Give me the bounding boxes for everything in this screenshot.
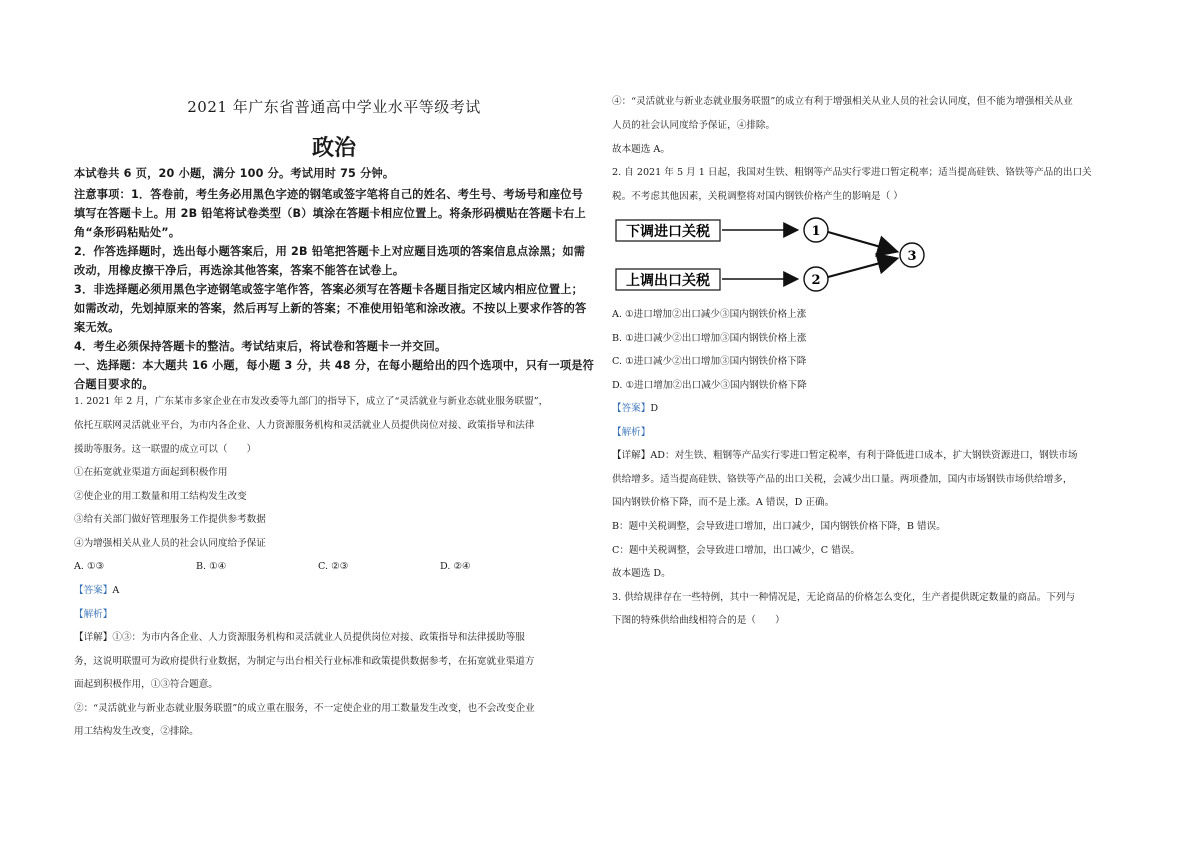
q1-statement: ③给有关部门做好管理服务工作提供参考数据 [74,514,266,525]
q1-answer [74,579,119,603]
q1-statement: ②使企业的用工数量和用工结构发生改变 [74,491,247,502]
q1-stem-line: 依托互联网灵活就业平台，为市内各企业、人力资源服务机构和灵活就业人员提供岗位对接、政策指导和法律 [74,420,535,431]
subject-title: 政治 [311,136,356,161]
q2-option-b: B. ①进口减少②出口增加③国内钢铁价格上涨 [612,333,807,344]
q2-option-d: D. ①进口增加②出口减少③国内钢铁价格下降 [612,380,807,391]
q1-option-d: D. ②④ [440,561,471,572]
q2-stem-line: 税。不考虑其他因素，关税调整将对国内钢铁价格产生的影响是（ ） [612,191,903,202]
detail-text: ①③：为市内各企业、人力资源服务机构和灵活就业人员提供岗位对接、政策指导和法律援助等服 [112,632,525,643]
q2-stem-line: 2. 自 2021 年 5 月 1 日起，我国对生铁、粗钢等产品实行零进口暂定税率；适当提高硅铁、铬铁等产品的出口关 [612,167,1092,178]
answer-value: D [650,403,659,414]
q2-option-c: C. ①进口减少②出口增加③国内钢铁价格下降 [612,356,807,367]
q2-conclusion: 故本题选 D。 [612,568,671,579]
q1-analysis-tag: 【解析】 [74,609,113,620]
q2-detail-line [612,444,1078,468]
flow-arrow [828,232,895,251]
notice-2: 2．作答选择题时，选出每小题答案后，用 2B 铅笔把答题卡上对应题目选项的答案信息点涂黑；如需改动，用橡皮擦干净后，再选涂其他答案，答案不能答在试卷上。 [74,245,586,277]
tariff-flow-diagram [612,210,942,300]
q1-detail-line: 人员的社会认同度给予保证，④排除。 [612,120,776,131]
detail-tag: 【详解】 [74,632,113,643]
q1-detail-line: ④：“灵活就业与新业态就业服务联盟”的成立有利于增强相关从业人员的社会认同度，但不能为增强相关从业 [612,96,1073,107]
flow-box-import-label: 下调进口关税 [626,224,710,240]
q1-detail-line: 用工结构发生改变，②排除。 [74,726,199,737]
answer-tag: 【答案】 [74,585,113,596]
answer-tag: 【答案】 [612,403,651,414]
q2-answer [612,397,658,421]
flow-node-3-label: 3 [907,249,917,264]
notice-3: 3．非选择题必须用黑色字迹钢笔或签字笔作答，答案必须写在答题卡各题目指定区域内相应位置上；如需改动，先划掉原来的答案，然后再写上新的答案；不准使用铅笔和涂改液。不按以上要求作答的答案无效。 [74,283,587,334]
detail-tag: 【详解】 [612,450,651,461]
q1-option-c: C. ②③ [318,561,349,572]
q3-stem-line: 下图的特殊供给曲线相符合的是（ ） [612,615,785,626]
q1-detail-line: ②：“灵活就业与新业态就业服务联盟”的成立重在服务，不一定使企业的用工数量发生改变，也不会改变企业 [74,703,535,714]
q1-detail-line [74,626,525,650]
q1-statement: ④为增强相关从业人员的社会认同度给予保证 [74,538,266,549]
q1-detail-line: 务，这说明联盟可为政府提供行业数据，为制定与出台相关行业标准和政策提供数据参考，在拓宽就业渠道方 [74,656,535,667]
q2-detail-line: 国内钢铁价格下降，而不是上涨。A 错误，D 正确。 [612,497,835,508]
q1-conclusion: 故本题选 A。 [612,144,670,155]
exam-info: 本试卷共 6 页，20 小题，满分 100 分。考试用时 75 分钟。 [74,167,395,180]
flow-arrow [828,259,895,277]
q2-detail-line: B：题中关税调整，会导致进口增加，出口减少，国内钢铁价格下降，B 错误。 [612,521,946,532]
notice-1: 注意事项：1．答卷前，考生务必用黑色字迹的钢笔或签字笔将自己的姓名、考生号、考场号和座位号填写在答题卡上。用 2B 铅笔将试卷类型（B）填涂在答题卡相应位置上。将条形码横贴在答题卡右上角“条形码粘贴处”。 [74,188,586,239]
q1-stem-line: 1. 2021 年 2 月，广东某市多家企业在市发改委等九部门的指导下，成立了“灵活就业与新业态就业服务联盟”， [74,396,549,407]
detail-text: AD：对生铁、粗钢等产品实行零进口暂定税率，有利于降低进口成本，扩大钢铁资源进口，钢铁市场 [650,450,1078,461]
q1-option-a: A. ①③ [74,561,105,572]
q1-detail-line: 面起到积极作用，①③符合题意。 [74,679,218,690]
flow-node-2-label: 2 [811,273,821,288]
q1-option-b: B. ①④ [196,561,227,572]
q1-stem-line: 援助等服务。这一联盟的成立可以（ ） [74,444,257,455]
flow-box-export-label: 上调出口关税 [626,273,710,289]
notice-4: 4．考生必须保持答题卡的整洁。考试结束后，将试卷和答题卡一并交回。 [74,340,447,353]
q2-detail-line: C：题中关税调整，会导致进口增加，出口减少，C 错误。 [612,545,860,556]
q1-statement: ①在拓宽就业渠道方面起到积极作用 [74,467,228,478]
q2-option-a: A. ①进口增加②出口减少③国内钢铁价格上涨 [612,309,807,320]
q2-analysis-tag: 【解析】 [612,427,651,438]
section-heading: 一、选择题：本大题共 16 小题，每小题 3 分，共 48 分，在每小题给出的四个选项中，只有一项是符合题目要求的。 [74,359,594,391]
flow-node-1-label: 1 [811,224,821,239]
q2-detail-line: 供给增多。适当提高硅铁、铬铁等产品的出口关税，会减少出口量。两项叠加，国内市场钢铁市场供给增多， [612,474,1073,485]
document-title: 2021 年广东省普通高中学业水平等级考试 [187,98,481,116]
answer-value: A [112,585,120,596]
q3-stem-line: 3. 供给规律存在一些特例，其中一种情况是，无论商品的价格怎么变化，生产者提供既定数量的商品。下列与 [612,592,1076,603]
